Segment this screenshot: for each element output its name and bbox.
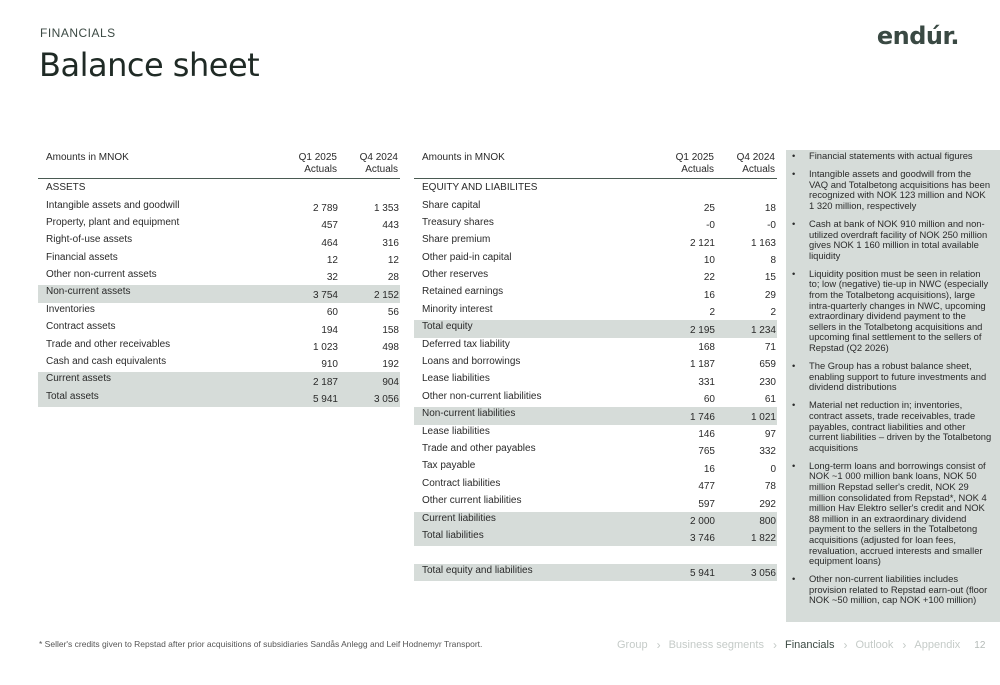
value-q1-2025: 464 — [321, 237, 338, 249]
row-label: Other current liabilities — [422, 495, 522, 507]
value-q4-2024: 498 — [382, 342, 399, 354]
bullet-text: Financial statements with actual figures — [809, 150, 973, 161]
value-q1-2025: 1 187 — [689, 359, 715, 371]
commentary-bullet — [790, 269, 992, 354]
row-label: Share capital — [422, 199, 481, 211]
commentary-bullet — [790, 400, 992, 453]
table-row — [414, 372, 777, 389]
row-label: Total equity — [414, 320, 632, 337]
value-q4-2024: 1 021 — [716, 407, 777, 424]
value-q4-2024: 659 — [759, 359, 776, 371]
bullet-dot-icon: • — [792, 573, 796, 585]
company-logo: endúr. — [876, 22, 959, 50]
table-row — [414, 233, 777, 250]
table-row — [38, 390, 400, 407]
spacer-row — [414, 546, 777, 563]
table-row — [414, 529, 777, 546]
table-row — [414, 338, 777, 355]
row-label: Trade and other receivables — [46, 338, 171, 350]
value-q1-2025: 146 — [698, 428, 715, 440]
value-q1-2025: 765 — [698, 446, 715, 458]
bullet-text: Cash at bank of NOK 910 million and non-utilized overdraft facility of NOK 250 million gives NOK 1 160 million in total available liquidity — [809, 217, 988, 261]
table-row — [414, 494, 777, 511]
value-q1-2025: 60 — [326, 307, 338, 319]
bullet-dot-icon: • — [792, 459, 796, 471]
value-q1-2025: 5 941 — [256, 390, 339, 407]
bullet-text: Liquidity position must be seen in relation to; low (negative) tie-up in NWC (especially from the Totalbetong acquisitions), large intra-quarterly changes in NWC, upcoming extraordinary dividend payment to the sellers in the Totalbetong acquisitions and upcoming final settlement to the sellers of Repstad (Q2 2026) — [809, 267, 989, 353]
value-q1-2025: 597 — [698, 498, 715, 510]
row-label: EQUITY AND LIABILITES — [422, 182, 538, 193]
table-row — [38, 216, 400, 233]
table-row — [414, 355, 777, 372]
value-q4-2024: 332 — [759, 446, 776, 458]
table-row — [414, 268, 777, 285]
value-q4-2024: 12 — [387, 255, 399, 267]
chevron-right-icon: › — [843, 638, 848, 652]
chevron-right-icon: › — [902, 638, 907, 652]
row-label: Total liabilities — [414, 529, 632, 546]
bullet-text: Other non-current liabilities includes provision related to Repstad earn-out (floor NOK ~50 million, cap NOK +100 million) — [809, 573, 988, 606]
commentary-bullet — [790, 361, 992, 393]
table-row — [38, 338, 400, 355]
row-label: Total equity and liabilities — [414, 564, 632, 581]
value-q4-2024: 18 — [764, 202, 776, 214]
section-label: FINANCIALS — [40, 26, 116, 40]
row-label: Total assets — [38, 390, 256, 407]
value-q1-2025: 1 746 — [632, 407, 716, 424]
value-q4-2024: 904 — [339, 372, 400, 389]
value-q1-2025: 477 — [698, 481, 715, 493]
column-header-q4-2024: Q4 2024 Actuals — [359, 152, 398, 175]
value-q1-2025: 32 — [326, 272, 338, 284]
value-q1-2025: -0 — [706, 220, 715, 232]
commentary-bullet — [790, 461, 992, 567]
bullet-dot-icon: • — [792, 217, 796, 229]
column-header-q1-2025: Q1 2025 Actuals — [298, 152, 337, 175]
table-row — [38, 372, 400, 389]
value-q4-2024: 3 056 — [339, 390, 400, 407]
value-q1-2025: 2 195 — [632, 320, 716, 337]
footer-nav-item-appendix[interactable]: Appendix — [914, 639, 961, 651]
table-row — [38, 233, 400, 250]
table-row — [38, 251, 400, 268]
table-row — [414, 179, 777, 199]
value-q1-2025 — [256, 179, 339, 199]
value-q4-2024 — [716, 179, 777, 199]
bullet-text: Long-term loans and borrowings consist of NOK ~1 000 million bank loans, NOK 50 million Repstad seller's credit, NOK 29 million consolidated from Repstad*, NOK 4 million Hav Elektro seller's credit and NOK 88 million in an extraordinary dividend payment to the sellers in the Totalbetong acquisitions (adjusted for loan fees, revaluation, accrued interests and smaller equipment loans) — [809, 459, 987, 567]
table-row — [414, 459, 777, 476]
footer-nav-item-business-segments[interactable]: Business segments — [668, 639, 764, 651]
value-q1-2025: 2 121 — [689, 237, 715, 249]
assets-table — [38, 152, 400, 407]
footer-nav-item-outlook[interactable]: Outlook — [855, 639, 894, 651]
value-q4-2024: 0 — [770, 463, 776, 475]
value-q4-2024: 1 822 — [716, 529, 777, 546]
table-row — [414, 285, 777, 302]
column-header-q4-2024: Q4 2024 Actuals — [736, 152, 775, 175]
commentary-bullet — [790, 574, 992, 606]
value-q4-2024: -0 — [767, 220, 776, 232]
value-q1-2025: 3 754 — [256, 285, 339, 302]
table-row — [414, 303, 777, 320]
chevron-right-icon: › — [656, 638, 661, 652]
row-label: Treasury shares — [422, 216, 494, 228]
table-row — [414, 425, 777, 442]
value-q1-2025: 910 — [321, 359, 338, 371]
row-label: Retained earnings — [422, 286, 504, 298]
table-row — [38, 285, 400, 302]
value-q4-2024: 3 056 — [716, 564, 777, 581]
value-q1-2025: 3 746 — [632, 529, 716, 546]
footnote: * Seller's credits given to Repstad after prior acquisitions of subsidiaries Sandås Anlegg and Leif Hodnemyr Transport. — [39, 639, 483, 649]
value-q4-2024: 28 — [387, 272, 399, 284]
table-row — [414, 442, 777, 459]
value-q4-2024: 192 — [382, 359, 399, 371]
column-header-q1-2025: Q1 2025 Actuals — [675, 152, 714, 175]
table-header-row — [38, 152, 400, 179]
row-label: Financial assets — [46, 251, 118, 263]
row-label: Deferred tax liability — [422, 338, 510, 350]
row-label: Non-current liabilities — [414, 407, 632, 424]
page-title: Balance sheet — [39, 46, 260, 84]
value-q4-2024: 8 — [770, 255, 776, 267]
row-label: ASSETS — [46, 182, 86, 193]
table-row — [414, 390, 777, 407]
footer-nav-item-group[interactable]: Group — [617, 639, 648, 651]
row-label: Other non-current assets — [46, 269, 157, 281]
value-q4-2024: 1 234 — [716, 320, 777, 337]
bullet-text: The Group has a robust balance sheet, enabling support to future investments and dividend distributions — [809, 360, 987, 393]
table-row — [414, 320, 777, 337]
row-label: Other reserves — [422, 269, 489, 281]
table-row — [414, 512, 777, 529]
table-row — [414, 216, 777, 233]
commentary-bullet — [790, 169, 992, 211]
table-header-row — [414, 152, 777, 179]
value-q4-2024: 230 — [759, 376, 776, 388]
value-q4-2024: 1 163 — [750, 237, 776, 249]
row-label: Tax payable — [422, 460, 476, 472]
row-label: Contract liabilities — [422, 477, 501, 489]
value-q4-2024: 71 — [764, 342, 776, 354]
row-label: Minority interest — [422, 303, 493, 315]
value-q4-2024: 56 — [387, 307, 399, 319]
footer-nav-item-financials[interactable]: Financials — [784, 639, 835, 651]
row-label: Non-current assets — [38, 285, 256, 302]
value-q4-2024: 2 152 — [339, 285, 400, 302]
row-label: Property, plant and equipment — [46, 216, 180, 228]
row-label: Current assets — [38, 372, 256, 389]
value-q4-2024: 61 — [764, 394, 776, 406]
value-q1-2025: 2 — [709, 307, 715, 319]
value-q1-2025: 12 — [326, 255, 338, 267]
value-q4-2024: 443 — [382, 220, 399, 232]
value-q1-2025: 5 941 — [632, 564, 716, 581]
row-label: Lease liabilities — [422, 373, 490, 385]
row-label: Other non-current liabilities — [422, 390, 542, 402]
value-q1-2025: 16 — [703, 289, 715, 301]
value-q1-2025: 194 — [321, 324, 338, 336]
value-q4-2024: 158 — [382, 324, 399, 336]
row-label: Lease liabilities — [422, 425, 490, 437]
value-q4-2024: 1 353 — [373, 202, 399, 214]
row-label: Current liabilities — [414, 512, 632, 529]
value-q1-2025: 10 — [703, 255, 715, 267]
value-q1-2025: 168 — [698, 342, 715, 354]
value-q1-2025: 2 789 — [312, 202, 338, 214]
table-row — [414, 199, 777, 216]
row-label: Cash and cash equivalents — [46, 356, 167, 368]
table-row — [414, 564, 777, 581]
value-q1-2025: 60 — [703, 394, 715, 406]
value-q4-2024: 15 — [764, 272, 776, 284]
value-q4-2024: 97 — [764, 428, 776, 440]
row-label: Inventories — [46, 303, 95, 315]
row-label: Trade and other payables — [422, 442, 536, 454]
value-q4-2024: 29 — [764, 289, 776, 301]
footer-navigation — [617, 638, 985, 652]
table-row — [38, 199, 400, 216]
row-label: Contract assets — [46, 321, 116, 333]
value-q1-2025: 1 023 — [312, 342, 338, 354]
row-label: Intangible assets and goodwill — [46, 199, 180, 211]
value-q1-2025: 457 — [321, 220, 338, 232]
equity-liabilities-table — [414, 152, 777, 581]
table-row — [38, 303, 400, 320]
table-row — [414, 251, 777, 268]
value-q1-2025: 22 — [703, 272, 715, 284]
commentary-panel — [786, 150, 1000, 622]
value-q1-2025: 25 — [703, 202, 715, 214]
value-q1-2025: 16 — [703, 463, 715, 475]
commentary-bullet — [790, 151, 992, 162]
value-q4-2024: 292 — [759, 498, 776, 510]
bullet-dot-icon: • — [792, 168, 796, 180]
bullet-dot-icon: • — [792, 150, 796, 161]
value-q4-2024: 316 — [382, 237, 399, 249]
value-q1-2025: 331 — [698, 376, 715, 388]
row-label: Share premium — [422, 234, 491, 246]
column-header-label: Amounts in MNOK — [422, 152, 505, 163]
table-row — [414, 407, 777, 424]
bullet-text: Intangible assets and goodwill from the VAQ and Totalbetong acquisitions has been recognized with NOK 123 million and NOK 1 320 million, respectively — [809, 168, 991, 211]
value-q1-2025 — [632, 179, 716, 199]
value-q4-2024: 2 — [770, 307, 776, 319]
page-number: 12 — [974, 639, 986, 651]
row-label: Loans and borrowings — [422, 356, 521, 368]
bullet-text: Material net reduction in; inventories, contract assets, trade receivables, trade payables, contract liabilities and other current liabilities – driven by the Totalbetong acquisitions — [809, 399, 992, 453]
row-label: Other paid-in capital — [422, 251, 512, 263]
value-q4-2024 — [339, 179, 400, 199]
table-row — [38, 320, 400, 337]
commentary-bullet — [790, 219, 992, 261]
value-q1-2025: 2 187 — [256, 372, 339, 389]
bullet-dot-icon: • — [792, 267, 796, 279]
value-q1-2025: 2 000 — [632, 512, 716, 529]
bullet-dot-icon: • — [792, 360, 796, 372]
row-label: Right-of-use assets — [46, 234, 133, 246]
bullet-dot-icon: • — [792, 399, 796, 411]
table-row — [38, 179, 400, 199]
table-row — [414, 477, 777, 494]
chevron-right-icon: › — [772, 638, 777, 652]
column-header-label: Amounts in MNOK — [46, 152, 129, 163]
value-q4-2024: 78 — [764, 481, 776, 493]
commentary-list — [790, 151, 992, 606]
value-q4-2024: 800 — [716, 512, 777, 529]
table-row — [38, 268, 400, 285]
table-row — [38, 355, 400, 372]
